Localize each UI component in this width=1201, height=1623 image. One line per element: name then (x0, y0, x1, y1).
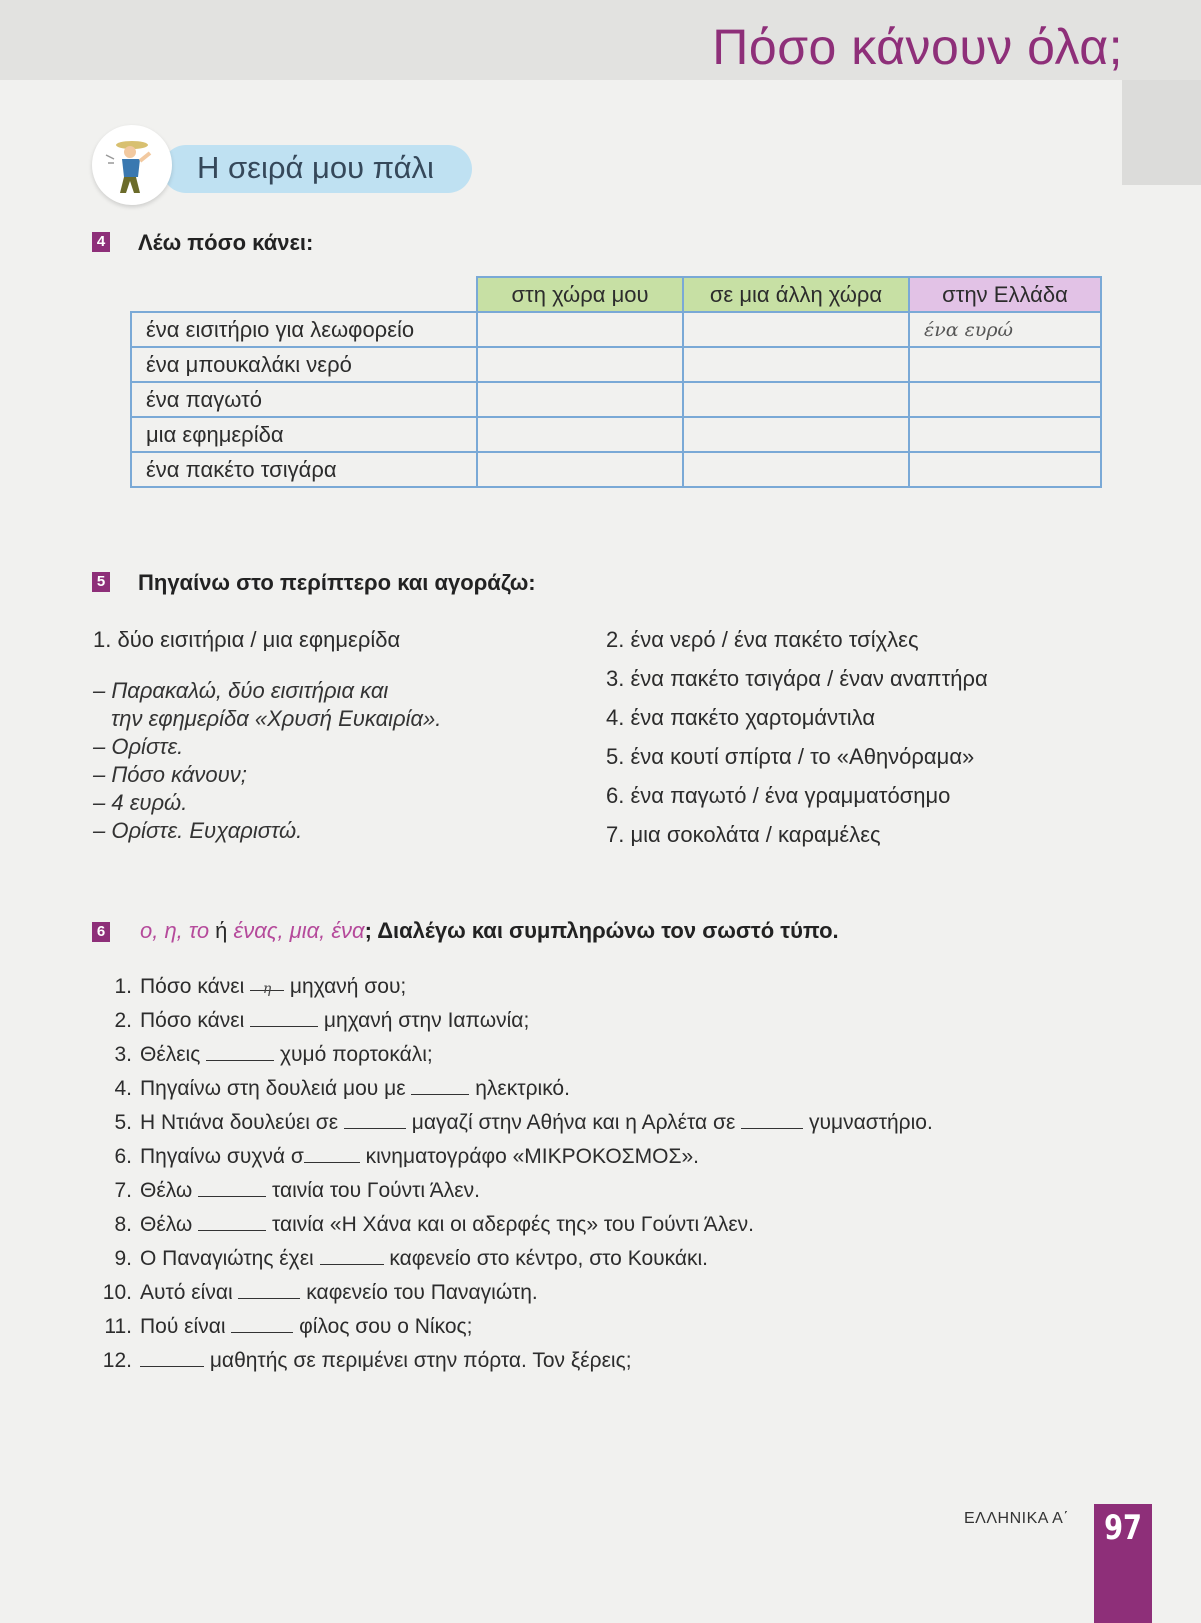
sentence-number: 4. (114, 1077, 132, 1100)
blank-field[interactable] (198, 1212, 266, 1231)
dialog-line: – Ορίστε. Ευχαριστώ. (93, 818, 303, 843)
blank-field[interactable] (238, 1280, 300, 1299)
table-row-label: ένα εισιτήριο για λεωφορείο (131, 312, 477, 347)
exercise-4-title: Λέω πόσο κάνει: (138, 230, 314, 255)
blank-field[interactable] (206, 1042, 274, 1061)
sentence-text: χυμό πορτοκάλι; (274, 1043, 433, 1066)
table-row (131, 312, 1101, 347)
blank-field[interactable] (250, 1008, 318, 1027)
sentence-text: Αυτό είναι (140, 1281, 239, 1304)
blank-field[interactable] (140, 1348, 204, 1367)
exercise-number-5: 5 (92, 572, 110, 592)
blank-filled[interactable]: η (250, 972, 284, 991)
table-row (131, 347, 1101, 382)
table-row (131, 417, 1101, 452)
sentence-text: ταινία του Γούντι Άλεν. (266, 1179, 480, 1202)
sentence-row (98, 1004, 933, 1038)
dialog-line: – 4 ευρώ. (93, 790, 188, 815)
sentence-row (98, 1242, 933, 1276)
sentence-text: μαγαζί στην Αθήνα και η Αρλέτα σε (405, 1111, 742, 1134)
exercise-number-4: 4 (92, 232, 110, 252)
sentence-row (98, 1208, 933, 1242)
dialog-line: – Πόσο κάνουν; (93, 762, 247, 787)
list-item: 5. ένα κουτί σπίρτα / το «Αθηνόραμα» (606, 744, 975, 769)
sentence-text: καφενείο του Παναγιώτη. (300, 1281, 538, 1304)
blank-field[interactable] (320, 1246, 384, 1265)
sentence-row (98, 1310, 933, 1344)
sentence-text: Πόσο κάνει (140, 975, 251, 998)
title-or: ή (209, 918, 234, 943)
blank-field[interactable] (198, 1178, 266, 1197)
blank-field[interactable] (344, 1110, 406, 1129)
exercise-5-title: Πηγαίνω στο περίπτερο και αγοράζω: (138, 570, 536, 595)
table-cell[interactable] (683, 417, 909, 452)
sentence-number: 3. (114, 1043, 132, 1066)
table-cell[interactable] (477, 312, 683, 347)
column-header: στην Ελλάδα (909, 277, 1101, 312)
sentence-number: 7. (114, 1179, 132, 1202)
example-dialog (93, 677, 441, 845)
sentence-row (98, 1038, 933, 1072)
sentence-text: Πηγαίνω στη δουλειά μου με (140, 1077, 412, 1100)
list-item: 6. ένα παγωτό / ένα γραμματόσημο (606, 783, 951, 808)
banner-icon-circle (92, 125, 172, 205)
sentence-row (98, 1344, 933, 1378)
sentence-text: γυμναστήριο. (803, 1111, 933, 1134)
sentence-number: 2. (114, 1009, 132, 1032)
sentence-number: 12. (102, 1349, 132, 1372)
table-row-label: ένα μπουκαλάκι νερό (131, 347, 477, 382)
title-articles-definite: ο, η, το (140, 918, 210, 943)
sentence-text: Ο Παναγιώτης έχει (140, 1247, 320, 1270)
book-title: ΕΛΛΗΝΙΚΑ Α΄ (964, 1510, 1070, 1527)
sentence-text: Πόσο κάνει (140, 1009, 251, 1032)
list-item: 1. δύο εισιτήρια / μια εφημερίδα (93, 627, 401, 652)
page-number: 97 (1104, 1508, 1142, 1548)
table-cell-handwritten[interactable]: ένα ευρώ (909, 312, 1101, 347)
blank-field[interactable] (741, 1110, 803, 1129)
list-item: 2. ένα νερό / ένα πακέτο τσίχλες (606, 627, 919, 652)
table-cell[interactable] (683, 347, 909, 382)
blank-field[interactable] (411, 1076, 469, 1095)
waiter-icon (92, 125, 172, 205)
table-corner (131, 277, 477, 312)
table-row (131, 452, 1101, 487)
table-row (131, 382, 1101, 417)
sentence-text: φίλος σου ο Νίκος; (293, 1315, 473, 1338)
exercise-5-first-item (93, 620, 400, 659)
table-cell[interactable] (909, 452, 1101, 487)
sentence-row (98, 970, 933, 1004)
dialog-line: την εφημερίδα «Χρυσή Ευκαιρία». (111, 706, 442, 731)
page-title: Πόσο κάνουν όλα; (712, 19, 1123, 75)
table-row-label: ένα παγωτό (131, 382, 477, 417)
table-cell[interactable] (477, 417, 683, 452)
exercise-6-sentences (98, 970, 933, 1378)
list-item: 7. μια σοκολάτα / καραμέλες (606, 822, 881, 847)
sentence-text: καφενείο στο κέντρο, στο Κουκάκι. (383, 1247, 708, 1270)
column-header: στη χώρα μου (477, 277, 683, 312)
table-cell[interactable] (909, 347, 1101, 382)
sentence-text: Θέλεις (140, 1043, 207, 1066)
title-articles-indefinite: ένας, μια, ένα (233, 918, 365, 943)
sentence-text: Πηγαίνω συχνά σ (140, 1145, 304, 1168)
list-item: 3. ένα πακέτο τσιγάρα / έναν αναπτήρα (606, 666, 988, 691)
sentence-text: μηχανή σου; (284, 975, 407, 998)
sentence-row (98, 1276, 933, 1310)
sentence-row (98, 1174, 933, 1208)
table-cell[interactable] (477, 347, 683, 382)
table-cell[interactable] (909, 417, 1101, 452)
sentence-text: Θέλω (140, 1179, 199, 1202)
title-instruction: ; Διαλέγω και συμπληρώνω τον σωστό τύπο. (364, 918, 839, 943)
table-cell[interactable] (477, 382, 683, 417)
sentence-text: Η Ντιάνα δουλεύει σε (140, 1111, 344, 1134)
sentence-text: ταινία «Η Χάνα και οι αδερφές της» του Γούντι Άλεν. (266, 1213, 755, 1236)
dialog-line: – Ορίστε. (93, 734, 184, 759)
exercise-number-6: 6 (92, 922, 110, 942)
banner-label: Η σειρά μου πάλι (197, 150, 434, 185)
sentence-number: 8. (114, 1213, 132, 1236)
table-header-row (131, 277, 1101, 312)
sentence-row (98, 1140, 933, 1174)
sentence-text: μαθητής σε περιμένει στην πόρτα. Τον ξέρεις; (204, 1349, 632, 1372)
column-header: σε μια άλλη χώρα (683, 277, 909, 312)
table-cell[interactable] (683, 452, 909, 487)
sentence-text: κινηματογράφο «ΜΙΚΡΟΚΟΣΜΟΣ». (359, 1145, 699, 1168)
sentence-text: ηλεκτρικό. (469, 1077, 570, 1100)
list-item: 4. ένα πακέτο χαρτομάντιλα (606, 705, 876, 730)
table-row-label: ένα πακέτο τσιγάρα (131, 452, 477, 487)
sentence-number: 11. (104, 1315, 132, 1338)
exercise-6-title (140, 918, 839, 944)
sentence-number: 6. (114, 1145, 132, 1168)
exercise-5-items (606, 620, 988, 854)
sentence-row (98, 1106, 933, 1140)
table-cell[interactable] (683, 382, 909, 417)
page-number-tab (1094, 1504, 1152, 1623)
sentence-text: Θέλω (140, 1213, 199, 1236)
sentence-number: 10. (102, 1281, 132, 1304)
sentence-text: μηχανή στην Ιαπωνία; (318, 1009, 530, 1032)
table-cell[interactable] (477, 452, 683, 487)
price-table (130, 276, 1102, 488)
table-cell[interactable] (909, 382, 1101, 417)
table-cell[interactable] (683, 312, 909, 347)
sentence-row (98, 1072, 933, 1106)
right-edge-block (1122, 80, 1201, 185)
blank-field[interactable] (231, 1314, 293, 1333)
sentence-number: 1. (114, 975, 132, 998)
dialog-line: – Παρακαλώ, δύο εισιτήρια και (93, 678, 389, 703)
sentence-text: Πού είναι (140, 1315, 232, 1338)
sentence-number: 5. (114, 1111, 132, 1134)
sentence-number: 9. (114, 1247, 132, 1270)
blank-field[interactable] (304, 1144, 360, 1163)
section-banner (92, 125, 472, 217)
table-row-label: μια εφημερίδα (131, 417, 477, 452)
